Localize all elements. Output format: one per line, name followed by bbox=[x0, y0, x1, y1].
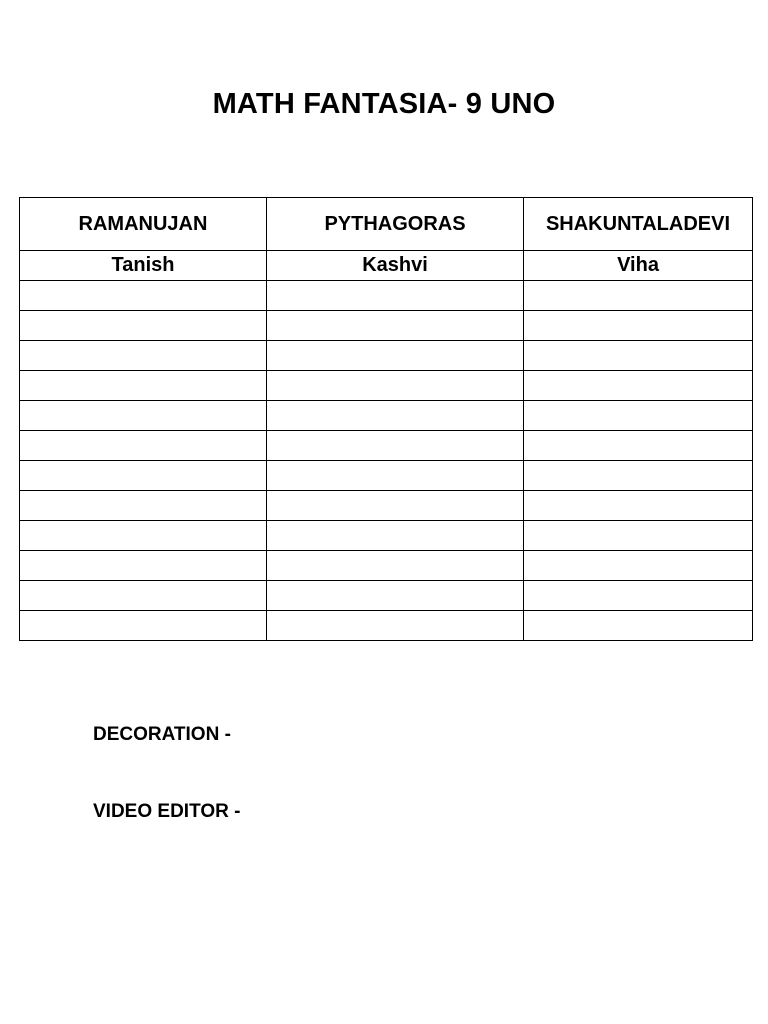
table-row bbox=[20, 611, 753, 641]
table-header-row bbox=[20, 198, 753, 251]
table-cell bbox=[267, 311, 524, 341]
table-cell bbox=[524, 581, 753, 611]
table-cell bbox=[524, 371, 753, 401]
column-header-shakuntaladevi: SHAKUNTALADEVI bbox=[524, 198, 753, 251]
table-cell bbox=[267, 551, 524, 581]
table-cell bbox=[20, 281, 267, 311]
table-cell bbox=[267, 431, 524, 461]
table-cell: Viha bbox=[524, 251, 753, 281]
table-cell bbox=[524, 341, 753, 371]
table-cell bbox=[20, 491, 267, 521]
table-cell bbox=[20, 371, 267, 401]
table-cell bbox=[267, 371, 524, 401]
table-row bbox=[20, 251, 753, 281]
table-cell bbox=[267, 581, 524, 611]
team-table bbox=[19, 197, 753, 641]
table-cell bbox=[20, 551, 267, 581]
table-cell bbox=[20, 461, 267, 491]
table-cell: Kashvi bbox=[267, 251, 524, 281]
table-row bbox=[20, 521, 753, 551]
table-cell bbox=[20, 611, 267, 641]
table-cell bbox=[267, 461, 524, 491]
table-cell bbox=[20, 431, 267, 461]
table-cell bbox=[524, 461, 753, 491]
table-row bbox=[20, 551, 753, 581]
table-row bbox=[20, 491, 753, 521]
table-cell bbox=[524, 431, 753, 461]
table-row bbox=[20, 581, 753, 611]
column-header-ramanujan: RAMANUJAN bbox=[20, 198, 267, 251]
table-cell bbox=[20, 581, 267, 611]
table-cell bbox=[267, 401, 524, 431]
table-row bbox=[20, 341, 753, 371]
table-row bbox=[20, 461, 753, 491]
table-cell bbox=[524, 281, 753, 311]
table-cell bbox=[524, 521, 753, 551]
table-cell bbox=[524, 491, 753, 521]
table-cell bbox=[267, 521, 524, 551]
table-cell bbox=[267, 341, 524, 371]
table-cell bbox=[267, 281, 524, 311]
table-row bbox=[20, 371, 753, 401]
table-cell bbox=[20, 521, 267, 551]
table-cell bbox=[524, 311, 753, 341]
table-row bbox=[20, 281, 753, 311]
table-cell bbox=[20, 311, 267, 341]
table-cell bbox=[267, 611, 524, 641]
table-body bbox=[20, 251, 753, 641]
table-cell bbox=[524, 551, 753, 581]
table-cell bbox=[20, 401, 267, 431]
table-cell bbox=[524, 611, 753, 641]
column-header-pythagoras: PYTHAGORAS bbox=[267, 198, 524, 251]
table-row bbox=[20, 401, 753, 431]
table-cell: Tanish bbox=[20, 251, 267, 281]
video-editor-label: VIDEO EDITOR - bbox=[93, 801, 241, 822]
page-title: MATH FANTASIA- 9 UNO bbox=[212, 88, 556, 120]
table-cell bbox=[267, 491, 524, 521]
table-cell bbox=[524, 401, 753, 431]
decoration-label: DECORATION - bbox=[93, 724, 231, 745]
table-row bbox=[20, 431, 753, 461]
table-row bbox=[20, 311, 753, 341]
table-cell bbox=[20, 341, 267, 371]
